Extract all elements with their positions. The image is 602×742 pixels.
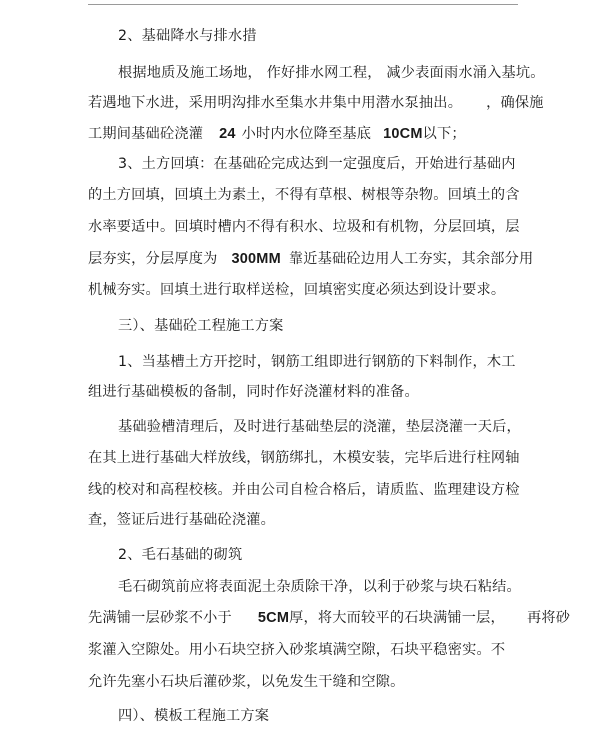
paragraph-line xyxy=(88,448,520,468)
paragraph-line xyxy=(88,249,533,269)
paragraph-line xyxy=(118,577,521,597)
text-run: 的土方回填，回填土为素土，不得有草根、树根等杂物。回填土的含 xyxy=(88,187,520,203)
text-run: 先满铺一层砂浆不小于 xyxy=(88,610,232,626)
heading-rubble-masonry xyxy=(118,545,242,565)
text-run: 2、基础降水与排水措 xyxy=(118,28,257,44)
text-run: 根据地质及施工场地， 作好排水网工程， 减少表面雨水涌入基坑。 xyxy=(118,65,545,81)
text-run: 以下； xyxy=(422,126,466,142)
paragraph-line xyxy=(88,185,520,205)
text-run: ，确保施 xyxy=(486,95,544,111)
text-run: 浆灌入空隙处。用小石块空挤入砂浆填满空隙，石块平稳密实。不 xyxy=(88,642,506,658)
paragraph-line xyxy=(88,480,520,500)
text-run: 机械夯实。回填土进行取样送检，回填密实度必须达到设计要求。 xyxy=(88,282,506,298)
number-run: 300MM xyxy=(231,251,281,267)
paragraph-line xyxy=(118,154,516,174)
paragraph-line xyxy=(88,93,544,113)
number-run: 24 xyxy=(219,126,236,142)
text-run: 若遇地下水进，采用明沟排水至集水井集中用潜水泵抽出。 xyxy=(88,95,463,111)
number-run: 10CM xyxy=(383,126,423,142)
text-run: 靠近基础砼边用人工夯实，其余部分用 xyxy=(288,251,534,267)
text-run: 水率要适中。回填时槽内不得有积水、垃圾和有机物，分层回填，层 xyxy=(88,219,520,235)
text-run: 工期间基础砼浇灌 xyxy=(88,126,204,142)
paragraph-line xyxy=(88,510,275,530)
text-run: 允许先塞小石块后灌砂浆，以免发生干缝和空隙。 xyxy=(88,674,405,690)
heading-drainage xyxy=(118,26,257,46)
text-run: 毛石砌筑前应将表面泥土杂质除干净，以利于砂浆与块石粘结。 xyxy=(118,579,521,595)
heading-formwork xyxy=(118,706,269,726)
text-run: 层夯实，分层厚度为 xyxy=(88,251,218,267)
text-run: 基础验槽清理后，及时进行基础垫层的浇灌，垫层浇灌一天后， xyxy=(118,419,521,435)
text-run: 厚，将大而较平的石块满铺一层， xyxy=(289,610,505,626)
paragraph-line xyxy=(88,124,466,144)
text-run: 组进行基础模板的备制，同时作好浇灌材料的准备。 xyxy=(88,384,419,400)
paragraph-line xyxy=(88,608,570,628)
text-run: 2、毛石基础的砌筑 xyxy=(118,547,243,563)
text-run: 四）、模板工程施工方案 xyxy=(118,708,270,724)
text-run: 三）、基础砼工程施工方案 xyxy=(118,318,284,334)
header-rule xyxy=(88,4,518,5)
text-run: 1、当基槽土方开挖时，钢筋工组即进行钢筋的下料制作，木工 xyxy=(118,354,516,370)
text-run: 3、土方回填：在基础砼完成达到一定强度后，开始进行基础内 xyxy=(118,156,516,172)
paragraph-line xyxy=(118,417,521,437)
paragraph-line xyxy=(118,352,516,372)
paragraph-line xyxy=(88,217,520,237)
paragraph-line xyxy=(118,63,545,83)
paragraph-line xyxy=(88,280,505,300)
text-run: 在其上进行基础大样放线，钢筋绑扎，木模安装，完毕后进行柱网轴 xyxy=(88,450,520,466)
text-run: 小时内水位降至基底 xyxy=(241,126,372,142)
text-run: 线的校对和高程校核。并由公司自检合格后，请质监、监理建设方检 xyxy=(88,482,520,498)
text-run: 查，签证后进行基础砼浇灌。 xyxy=(88,512,276,528)
paragraph-line xyxy=(88,382,419,402)
paragraph-line xyxy=(88,640,505,660)
paragraph-line xyxy=(88,672,405,692)
heading-foundation-concrete xyxy=(118,316,284,336)
number-run: 5CM xyxy=(257,610,290,626)
text-run: 再将砂 xyxy=(526,610,571,626)
